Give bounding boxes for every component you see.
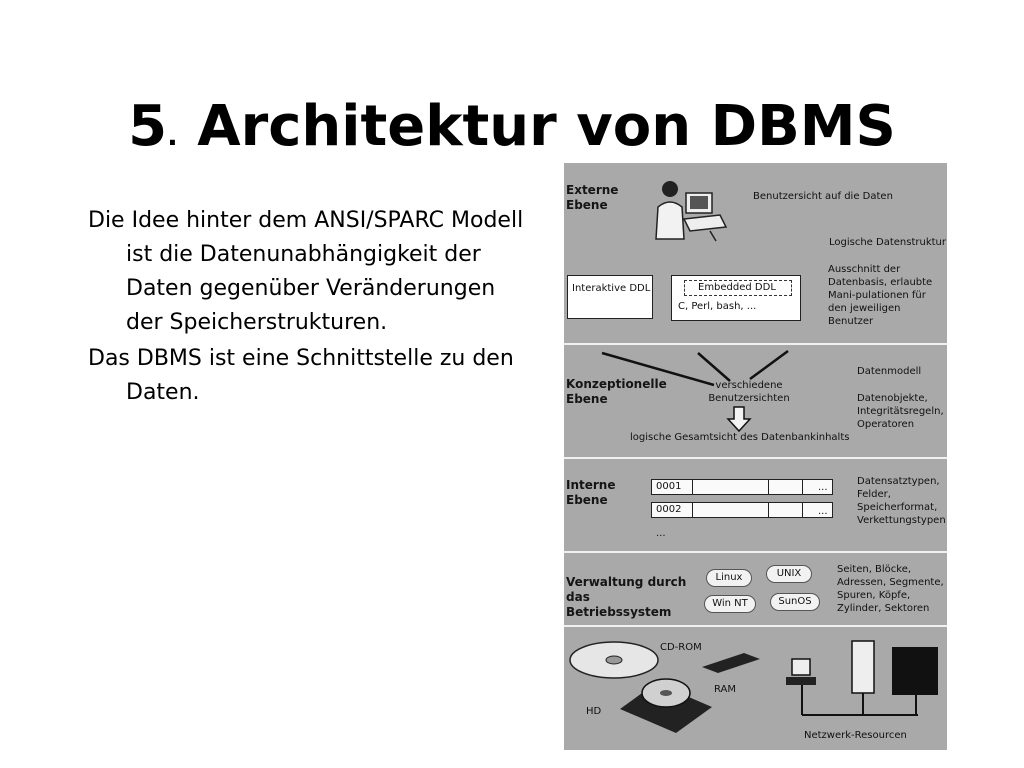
user-view-text: Benutzersicht auf die Daten (753, 191, 893, 202)
bullet-item: Die Idee hinter dem ANSI/SPARC Modell ist die Datenunabhängigkeit der Daten gegenüber Veränderungen der Speicherstrukturen. (88, 208, 524, 335)
level-separator (564, 457, 947, 459)
logical-overall-text: logische Gesamtsicht des Datenbankinhalts (630, 432, 850, 443)
record-id-1: 0001 (656, 481, 682, 492)
slide-title (0, 96, 1024, 158)
embedded-ddl-label: Embedded DDL (698, 282, 776, 293)
interactive-ddl-box (567, 275, 653, 319)
data-objects-text: Datenobjekte, Integritätsregeln, Operatoren (857, 393, 944, 430)
os-sunos: SunOS (770, 593, 820, 611)
level-separator (564, 343, 947, 345)
network-label: Netzwerk-Resourcen (804, 730, 907, 741)
internal-level-label: Interne Ebene (566, 478, 616, 507)
interactive-ddl-label: Interaktive DDL (572, 283, 651, 294)
bullet-list (88, 204, 538, 412)
excerpt-desc: Ausschnitt der Datenbasis, erlaubte Mani-pulationen für den jeweiligen Benutzer (828, 264, 933, 327)
hard-disk-icon (616, 663, 716, 739)
os-unix: UNIX (766, 565, 812, 583)
level-separator (564, 551, 947, 553)
record-desc-text: Datensatztypen, Felder, Speicherformat, Verkettungstypen (857, 476, 946, 526)
ram-label: RAM (714, 684, 737, 695)
record-id-2: 0002 (656, 504, 682, 515)
various-views-text: verschiedene Benutzersichten (708, 380, 790, 404)
bullet-item: Das DBMS ist eine Schnittstelle zu den Daten. (88, 346, 514, 405)
os-management-label: Verwaltung durch das Betriebssystem (566, 575, 687, 619)
record-row-1 (651, 479, 833, 495)
cd-rom-label: CD-ROM (660, 642, 702, 653)
record-row-2 (651, 502, 833, 518)
title-number: 5 (128, 94, 168, 159)
title-dot: . (167, 119, 178, 152)
title-text: Architektur von DBMS (197, 94, 896, 159)
logical-structure-text: Logische Datenstruktur (829, 237, 946, 248)
user-at-computer-icon (650, 177, 730, 243)
external-level-label: Externe Ebene (566, 183, 619, 212)
conceptual-level-label: Konzeptionelle Ebene (566, 377, 667, 406)
embedded-ddl-box (671, 275, 801, 321)
network-resources-icon (784, 637, 944, 729)
os-linux: Linux (706, 569, 752, 587)
record-ellipsis-2: ... (818, 506, 828, 517)
embedded-langs: C, Perl, bash, ... (678, 301, 757, 312)
level-separator (564, 625, 947, 627)
record-ellipsis-3: ... (656, 528, 666, 539)
os-winnt: Win NT (704, 595, 756, 613)
storage-desc-text: Seiten, Blöcke, Adressen, Segmente, Spuren, Köpfe, Zylinder, Sektoren (837, 564, 944, 614)
data-model-text: Datenmodell (857, 366, 922, 377)
record-ellipsis-1: ... (818, 482, 828, 493)
hd-label: HD (586, 706, 602, 717)
architecture-diagram (564, 163, 947, 750)
